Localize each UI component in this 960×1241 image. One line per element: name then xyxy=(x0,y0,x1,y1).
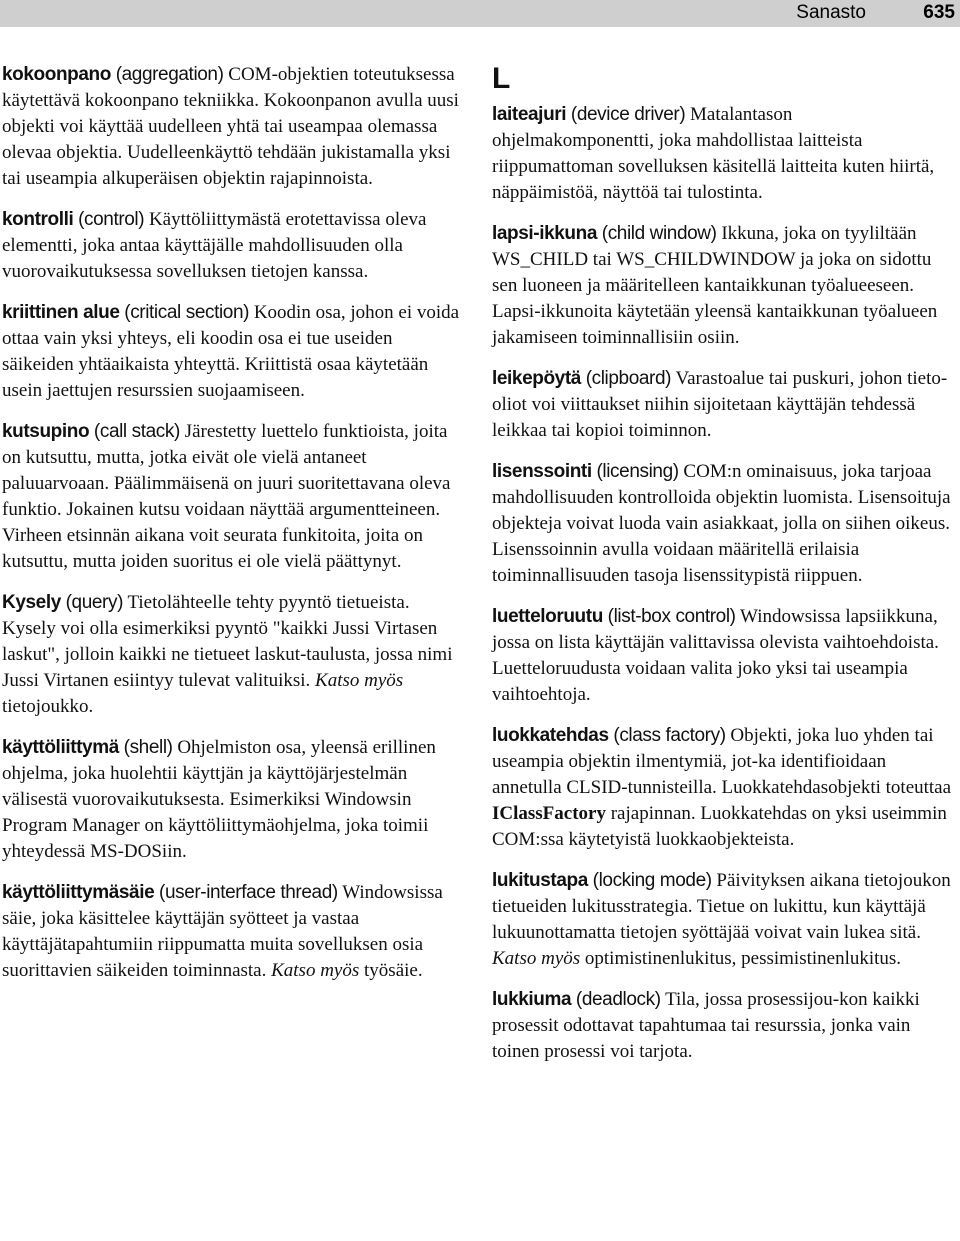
glossary-entry-leikepoyta xyxy=(492,366,954,444)
entry-definition: Varastoalue tai puskuri, johon tieto-oliot voi viittaukset niihin sijoitetaan käyttäjän tehdessä leikkaa tai kopioi toiminnon. xyxy=(492,368,948,441)
entry-term: kriittinen alue xyxy=(2,302,120,323)
glossary-entry-kayttoliittymasaie xyxy=(2,880,460,984)
entry-definition: Tila, jossa prosessijou-kon kaikki prosessit odottavat tapahtumaa tai resurssia, jonka vain toinen prosessi voi tarjota. xyxy=(492,989,920,1062)
entry-english: (control) xyxy=(78,209,145,230)
entry-term: kokoonpano xyxy=(2,64,111,85)
entry-term: laiteajuri xyxy=(492,104,567,125)
entry-term: leikepöytä xyxy=(492,368,581,389)
glossary-entry-laiteajuri xyxy=(492,102,954,206)
entry-term: luokkatehdas xyxy=(492,725,609,746)
entry-definition: Windowsissa säie, joka käsittelee käyttäjän syötteet ja vastaa käyttäjätapahtumiin riippumatta muita sovelluksen osia suorittavien säikeiden toiminnasta. xyxy=(2,882,443,981)
entry-english: (class factory) xyxy=(613,725,726,746)
glossary-entry-lukitustapa xyxy=(492,868,954,972)
glossary-entry-lukkiuma xyxy=(492,987,954,1065)
entry-english: (user-interface thread) xyxy=(159,882,338,903)
entry-definition: Käyttöliittymästä erotettavissa oleva elementti, joka antaa käyttäjälle mahdollisuuden olla vuorovaikutuksessa sovelluksen tietojen kanssa. xyxy=(2,209,427,282)
entry-definition: Päivityksen aikana tietojoukon tietueiden lukitusstrategia. Tietue on lukittu, kun käyttäjä lukuunottamatta tietojen syöttäjää voivat vain lukea sitä. xyxy=(492,870,951,943)
see-also-label: Katso myös xyxy=(271,960,360,981)
entry-term: kontrolli xyxy=(2,209,74,230)
glossary-entry-lapsi-ikkuna xyxy=(492,221,954,351)
interface-name: IClassFactory xyxy=(492,803,606,824)
glossary-entry-kysely xyxy=(2,590,460,720)
entry-english: (locking mode) xyxy=(592,870,712,891)
entry-term: lapsi-ikkuna xyxy=(492,223,598,244)
glossary-entry-kontrolli xyxy=(2,207,460,285)
page-number: 635 xyxy=(923,2,955,23)
glossary-entry-luetteloruutu xyxy=(492,604,954,708)
entry-definition: Järestetty luettelo funktioista, joita on kutsuttu, mutta, jotka eivät ole vielä antaneet paluuarvoaan. Päälimmäisenä on juuri suoritettavana oleva funktio. Jokainen kutsu voidaan näyttää argumentteineen. Virheen etsinnän aikana voit seurata funkitoita, joita on kutsuttu, mutta joiden suoritus ei ole vielä päättynyt. xyxy=(2,421,451,572)
entry-definition: Tietolähteelle tehty pyyntö tietueista. Kysely voi olla esimerkiksi pyyntö "kaikki Jussi Virtasen laskut", jolloin kaikki ne tietueet laskut-taulusta, jossa nimi Jussi Virtanen esiintyy tulevat valituiksi. xyxy=(2,592,453,691)
entry-english: (deadlock) xyxy=(575,989,661,1010)
entry-definition-continued: rajapinnan. Luokkatehdas on yksi useimmin COM:ssa käytetyistä luokkaobjekteista. xyxy=(492,803,947,850)
glossary-entry-kutsupino xyxy=(2,419,460,575)
entry-definition: Windowsissa lapsiikkuna, jossa on lista käyttäjän valittavissa olevista vaihtoehdoista. Luetteloruudusta voidaan valita joko yksi tai useampia vaihtoehtoja. xyxy=(492,606,939,705)
page-header xyxy=(0,0,960,27)
left-column xyxy=(2,62,460,999)
section-title: Sanasto xyxy=(796,2,866,23)
entry-term: Kysely xyxy=(2,592,61,613)
entry-term: lukitustapa xyxy=(492,870,588,891)
see-also-target: työsäie. xyxy=(364,960,423,981)
entry-english: (child window) xyxy=(601,223,717,244)
entry-term: käyttöliittymäsäie xyxy=(2,882,155,903)
entry-term: lisenssointi xyxy=(492,461,592,482)
entry-english: (call stack) xyxy=(93,421,180,442)
entry-definition: COM:n ominaisuus, joka tarjoaa mahdollisuuden kontrolloida objektin luomista. Lisensoituja objekteja voivat luoda vain asiakkaat, jolla on siihen oikeus. Lisenssoinnin avulla voidaan määritellä erilaisia toiminnallisuuden tasoja lisenssitypistä riippuen. xyxy=(492,461,951,586)
entry-term: lukkiuma xyxy=(492,989,572,1010)
see-also-label: Katso myös xyxy=(492,948,581,969)
glossary-entry-luokkatehdas xyxy=(492,723,954,853)
entry-definition: Ohjelmiston osa, yleensä erillinen ohjelma, joka huolehtii käyttjän ja käyttöjärjestelmän välisestä vuorovaikutuksesta. Esimerkiksi Windowsin Program Manager on käyttöliittymäohjelma, joka toimii yhteydessä MS-DOSiin. xyxy=(2,737,436,862)
see-also-label: Katso myös xyxy=(315,670,404,691)
entry-english: (critical section) xyxy=(124,302,250,323)
entry-definition: COM-objektien toteutuksessa käytettävä kokoonpano tekniikka. Kokoonpanon avulla uusi objekti voi käyttää uudelleen yhtä tai useampaa olemassa olevaa objektia. Uudelleenkäyttö tehdään jukistamalla yksi tai useampia alkuperäisen objektin rajapinnoista. xyxy=(2,64,459,189)
entry-definition: Koodin osa, johon ei voida ottaa vain yksi yhteys, eli koodin osa ei tue useiden säikeiden yhtäaikaista yhteyttä. Kriittistä osaa käytetään usein jaettujen resurssien suojaamiseen. xyxy=(2,302,460,401)
right-column xyxy=(492,62,954,1080)
entry-english: (shell) xyxy=(123,737,173,758)
entry-english: (device driver) xyxy=(570,104,686,125)
entry-term: kutsupino xyxy=(2,421,90,442)
entry-english: (licensing) xyxy=(596,461,679,482)
entry-english: (clipboard) xyxy=(585,368,672,389)
entry-english: (aggregation) xyxy=(115,64,224,85)
letter-heading: L xyxy=(492,62,511,95)
glossary-entry-lisenssointi xyxy=(492,459,954,589)
entry-term: käyttöliittymä xyxy=(2,737,119,758)
see-also-target: optimistinenlukitus, pessimistinenlukitus. xyxy=(584,948,902,969)
entry-definition: Matalantason ohjelmakomponentti, joka mahdollistaa laitteista riippumattoman sovelluksen käsitellä laitteita kuten hiirtä, näppäimistöä, näyttöä tai tulostinta. xyxy=(492,104,935,203)
glossary-entry-kriittinen-alue xyxy=(2,300,460,404)
glossary-entry-kayttoliittyma xyxy=(2,735,460,865)
entry-definition: Ikkuna, joka on tyyliltään WS_CHILD tai WS_CHILDWINDOW ja joka on sidottu sen luoneen ja määritelleen kantaikkunan työalueeseen. Lapsi-ikkunoita käytetään yleensä kantaikkunan työalueen jakamiseen toiminnallisiin osiin. xyxy=(492,223,938,348)
entry-term: luetteloruutu xyxy=(492,606,603,627)
entry-english: (list-box control) xyxy=(607,606,736,627)
glossary-entry-kokoonpano xyxy=(2,62,460,192)
entry-english: (query) xyxy=(65,592,124,613)
see-also-target: tietojoukko. xyxy=(2,696,94,717)
entry-definition: Objekti, joka luo yhden tai useampia objektin ilmentymiä, jot-ka identifioidaan annetulla CLSID-tunnisteilla. Luokkatehdasobjekti toteuttaa xyxy=(492,725,952,798)
